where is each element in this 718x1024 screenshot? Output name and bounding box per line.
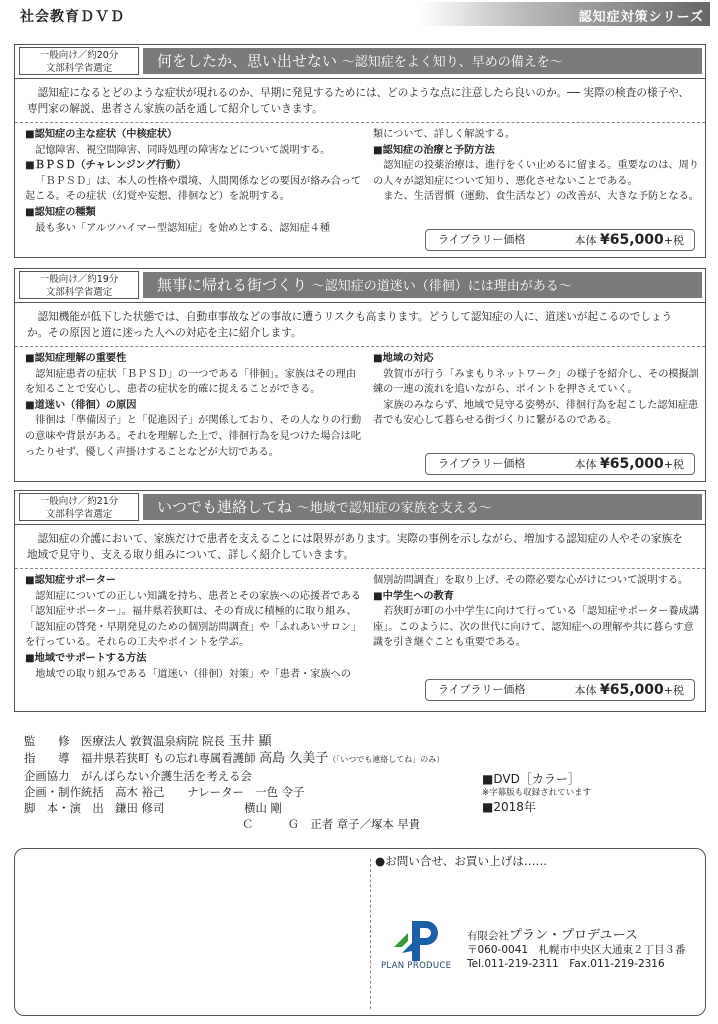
plan-produce-logo-icon [390,917,448,963]
section-header [15,45,705,79]
dvd-info [482,771,591,815]
dvd-format: ■DVD［カラー］ [482,772,580,786]
section-subtitle: ～認知症をよく知り、早めの備えを～ [341,55,563,70]
credit-coop: 企画協力 がんばらない介護生活を考える会 [24,769,252,783]
subsection-text: 敦賀市が行う「みまもりネットワーク」の様子を紹介し、その模擬訓練の一連の流れを追いながら、ポイントを押さえていく。 [373,368,699,396]
divider [370,859,371,1009]
tag-selection: 文部科学省選定 [45,509,113,520]
section-subtitle: ～認知症の道迷い（徘徊）には理由がある～ [311,279,572,294]
subsection-heading: ■地域の対応 [373,353,434,364]
right-column [373,351,699,429]
tag-duration: 一般向け／約20分 [39,50,119,61]
company-address: 〒060-0041 札幌市中央区大通東２丁目３番 [467,944,686,956]
contact-box [14,848,706,1016]
subsection-text: 「ＢＰＳＤ」は、本人の性格や環境、人間関係などの要因が絡み合って起こる。その症状（幻覚や妄想、徘徊など）を説明する。 [25,175,362,203]
series-label-left: 社会教育ＤＶＤ [20,9,125,25]
subsection-text: 認知症の投薬治療は、進行をくい止めるに留まる。重要なのは、周りの人々が認知症について知り、悪化させないことである。 [373,160,699,187]
tag-duration: 一般向け／約19分 [39,274,119,285]
section-title-bar [143,494,702,520]
price-box [425,453,695,475]
subsection-text: 家族のみならず、地域で見守る姿勢が、徘徊行為を起こした認知症患者でも安心して暮らせる街づくりに繋がるのである。 [373,399,699,427]
price-box [425,229,695,251]
dvd-year: ■2018年 [482,800,536,814]
section-intro: 認知症の介護において、家族だけで患者を支えることには限界があります。実際の事例を示しながら、増加する認知症の人やその家族を地域で見守り、支える取り組みについて、詳しく紹介していきます。 [15,525,705,569]
dvd-section-1 [14,44,706,258]
dvd-subtitle-note: ※字幕版も収録されています [482,788,592,798]
credit-supervisor: 監 修 医療法人 敦賀温泉病院 院長 玉井 顯 [24,734,272,749]
subsection-heading: ■ＢＰＳＤ（チャレンジング行動） [25,160,187,172]
subsection-text: 個別訪問調査」を取り上げ、その際必要な心がけについて説明する。 [373,575,689,586]
credit-director: 脚 本・演 出 鎌田 修司 横山 剛 [24,801,282,815]
section-title-bar [143,48,702,74]
section-tag [19,493,139,521]
left-column [25,127,363,236]
section-title: 何をしたか、思い出せない [157,52,338,70]
section-title: 無事に帰れる街づくり [157,276,308,294]
price-value: 本体 ¥65,000+税 [574,456,684,472]
subsection-text: 地域での取り組みである「道迷い（徘徊）対策」や「患者・家族への [35,668,351,680]
subsection-text: 徘徊は「準備因子」と「促進因子」が関係しており、その人なりの行動の意味や背景がある。それを理解した上で、徘徊行為を見つけた場合は叱ったりせず、優しく声掛けすることなどが大切である。 [25,415,362,458]
company-phone: Tel.011-219-2311 Fax.011-219-2316 [467,958,665,970]
section-subtitle: ～地域で認知症の家族を支える～ [296,501,492,516]
section-title-bar [143,272,702,298]
staff-credits [24,733,444,832]
section-intro: 認知症になるとどのような症状が現れるのか、早期に発見するためには、どのような点に注意したら良いのか。── 実際の検査の様子や、専門家の解説、患者さん家族の話を通して紹介していきます。 [15,79,705,123]
company-name: 有限会社プラン・プロデユース [467,928,638,943]
subsection-heading: ■認知症理解の重要性 [25,353,127,364]
left-column [25,351,363,460]
subsection-text: 類について、詳しく解説する。 [373,129,516,140]
price-label: ライブラリー価格 [438,457,526,470]
right-column [373,573,699,651]
subsection-text: 認知症患者の症状「ＢＰＳＤ」の一つである「徘徊」。家族はその理由を知ることで安心し、患者の症状を的確に捉えることができる。 [25,368,357,396]
subsection-heading: ■地域でサポートする方法 [25,652,147,664]
section-title: いつでも連絡してね [157,498,293,516]
credit-producer: 企画・制作統括 高木 裕己 ナレーター 一色 令子 [24,785,305,799]
section-header [15,491,705,525]
inquiry-label: ●お問い合せ、お買い上げは…… [375,854,548,868]
subsection-text: 認知症についての正しい知識を持ち、患者とその家族への応援者である「認知症サポーター」。福井県若狭町は、その育成に積極的に取り組み、「認知症の啓発・早期発見のための個別訪問調査」や「ふれあいサロン」を行っている。それらの工夫やポイントを学ぶ。 [25,590,362,649]
series-title: 認知症対策シリーズ [578,10,704,25]
dvd-section-2 [14,268,706,482]
subsection-heading: ■認知症サポーター [25,575,117,586]
dvd-section-3 [14,490,706,712]
subsection-heading: ■道迷い（徘徊）の原因 [25,399,137,411]
price-box [425,679,695,701]
credit-cg: Ｃ Ｇ 正者 章子／塚本 早貴 [242,817,421,831]
tag-selection: 文部科学省選定 [45,63,113,74]
subsection-heading: ■認知症の主な症状（中核症状） [25,129,178,140]
right-column [373,127,699,205]
price-label: ライブラリー価格 [438,233,526,246]
section-intro: 認知機能が低下した状態では、自動車事故などの事故に遭うリスクも高まります。どうして認知症の人に、道迷いが起こるのでしょうか。その原因と道に迷った人への対応を主に紹介します。 [15,303,705,347]
price-value: 本体 ¥65,000+税 [574,682,684,698]
tag-selection: 文部科学省選定 [45,287,113,298]
price-value: 本体 ¥65,000+税 [574,232,684,248]
logo-text: PLAN PRODUCE [381,961,452,971]
subsection-text: 最も多い「アルツハイマー型認知症」を始めとする、認知症４種 [35,222,331,234]
price-label: ライブラリー価格 [438,683,526,696]
subsection-text: 若狭町が町の小中学生に向けて行っている「認知症サポーター養成講座」。このように、次の世代に向けて、認知症への理解や共に暮らす意識を引き継ぐことも重要である。 [373,606,699,649]
section-tag [19,271,139,299]
section-header [15,269,705,303]
subsection-heading: ■認知症の治療と予防方法 [373,144,495,156]
section-tag [19,47,139,75]
credit-guide: 指 導 福井県若狭町 もの忘れ専属看護師 高島 久美子（「いつでも連絡してね」のみ） [24,751,445,766]
subsection-heading: ■中学生への教育 [373,590,454,602]
left-column [25,573,363,682]
subsection-text: 記憶障害、視空間障害、同時処理の障害などについて説明する。 [35,144,331,156]
tag-duration: 一般向け／約21分 [39,496,119,507]
subsection-heading: ■認知症の種類 [25,206,96,218]
company-info [467,929,686,971]
subsection-text: また、生活習慣（運動、食生活など）の改善が、大きな予防となる。 [383,191,699,203]
